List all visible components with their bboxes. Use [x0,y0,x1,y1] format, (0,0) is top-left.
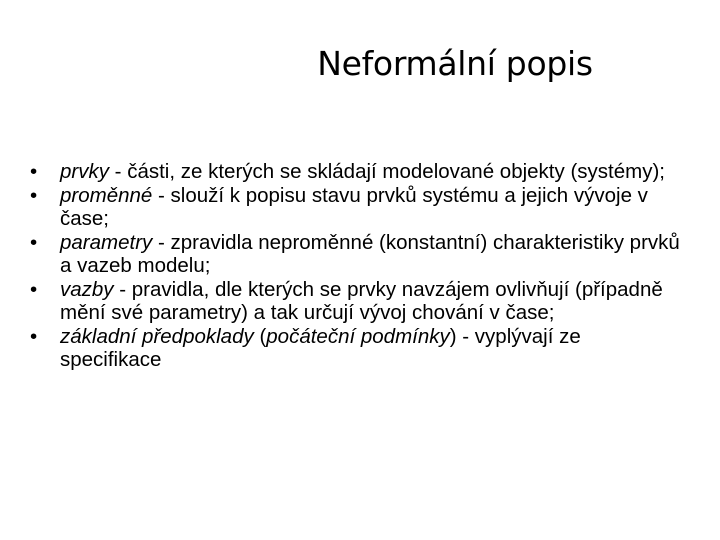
term-promenne: proměnné [60,183,153,207]
list-item [30,184,680,231]
term-vazby: vazby [60,277,114,301]
bullet-icon: • [30,277,38,301]
item-text: - slouží k popisu stavu prvků systému a jejich vývoje v čase; [60,183,648,230]
item-text: - pravidla, dle kterých se prvky navzájem ovlivňují (případně mění své parametry) a tak určují vývoj chování v čase; [60,277,663,324]
item-text: - zpravidla neproměnné (konstantní) charakteristiky prvků a vazeb modelu; [60,230,680,277]
bullet-icon: • [30,160,38,183]
list-item [30,278,680,325]
list-item [30,160,680,184]
list-item [30,231,680,278]
bullet-icon: • [30,183,38,207]
bullet-icon: • [30,324,38,348]
bullet-icon: • [30,230,38,254]
slide-title: Neformální popis [317,44,593,83]
item-text: - části, ze kterých se skládají modelované objekty (systémy); [108,160,665,183]
term-prvky: prvky [60,160,109,183]
term-parametry: parametry [60,230,153,254]
bullet-list [30,160,680,372]
list-item [30,325,680,372]
item-text: ( [253,324,267,348]
term-zakladni-predpoklady: základní předpoklady [60,324,254,348]
item-text: ) - vyplývají ze specifikace [60,324,581,371]
term-pocatecni-podminky: počáteční podmínky [266,324,450,348]
